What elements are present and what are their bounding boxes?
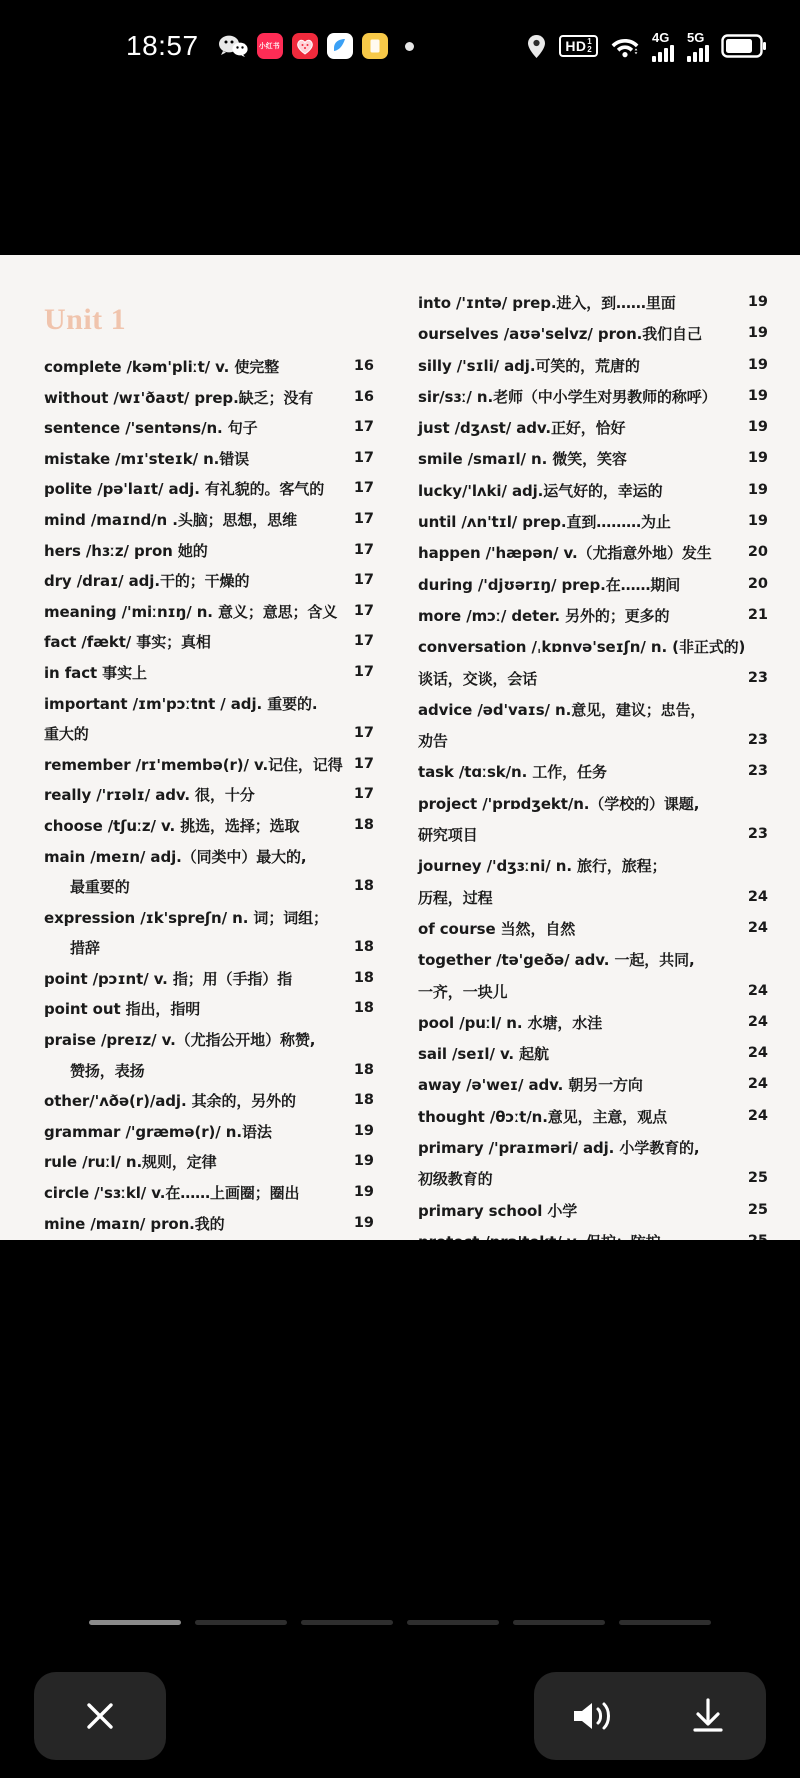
vocabulary-entry-page: 18 [353,969,374,986]
vocabulary-entry [418,1140,768,1171]
vocabulary-entry [418,358,768,389]
vocabulary-entry [418,858,768,889]
blue-app-icon [327,33,353,59]
vocabulary-entry-text: 措辞 [70,939,100,958]
vocabulary-entry-page: 23 [747,732,768,749]
vocabulary-entry-text: sir/sɜː/ n.老师（中小学生对男教师的称呼） [418,387,717,406]
vocabulary-entry [418,890,768,921]
vocabulary-entry [418,1015,768,1046]
vocabulary-entry [44,818,374,849]
vocabulary-entry [44,451,374,482]
vocabulary-entry-page: 19 [747,513,768,530]
vocabulary-entry [44,604,374,635]
vocabulary-entry-text: sail /seɪl/ v. 起航 [418,1045,549,1064]
vocabulary-entry-page: 17 [353,755,374,772]
hd-label: HD [565,38,587,54]
status-bar-left [126,30,414,62]
vocabulary-entry [44,512,374,543]
vocabulary-entry [418,295,768,326]
vocabulary-entry [418,639,768,670]
vocabulary-entry [44,1124,374,1155]
vocabulary-entry-page: 17 [353,663,374,680]
vocabulary-entry-text: circle /'sɜːkl/ v.在……上画圈；圈出 [44,1184,300,1203]
wechat-icon [218,33,248,59]
vocabulary-entry-page: 17 [353,480,374,497]
vocabulary-entry [44,971,374,1002]
vocabulary-entry-text: point out 指出，指明 [44,1000,201,1019]
status-bar [0,0,800,92]
vocabulary-entry [418,984,768,1015]
download-button[interactable] [650,1672,766,1760]
vocabulary-entry-text: 研究项目 [418,826,478,845]
vocabulary-entry-text: point /pɔɪnt/ v. 指；用（手指）指 [44,969,293,988]
download-icon [689,1696,727,1736]
vocabulary-entry [418,702,768,733]
vocabulary-entry-page: 24 [747,982,768,999]
hd-numerator: 1 [587,37,592,47]
vocabulary-entry-text: in fact 事实上 [44,663,147,682]
signal-4g-label: 4G [652,29,670,45]
vocabulary-entry-text: polite /pə'laɪt/ adj. 有礼貌的。客气的 [44,480,325,499]
page-indicator-dash[interactable] [301,1620,393,1625]
vocabulary-entry-page: 24 [747,919,768,936]
vocabulary-entry-page: 21 [747,606,768,623]
vocabulary-entry-page: 19 [747,481,768,498]
vocabulary-entry-text: conversation /ˌkɒnvə'seɪʃn/ n. (非正式的) [418,638,746,657]
vocabulary-entry-text: advice /əd'vaɪs/ n.意见，建议；忠告， [418,700,706,719]
vocabulary-entry [418,514,768,545]
vocabulary-entry-text: ourselves /aʊə'selvz/ pron.我们自己 [418,325,702,344]
vocabulary-entry [418,827,768,858]
vocabulary-entry-text: dry /draɪ/ adj.干的；干燥的 [44,572,250,591]
vocabulary-entry [418,1046,768,1077]
vocabulary-entry [418,796,768,827]
vocabulary-entry-page: 24 [747,1045,768,1062]
vocabulary-entry-page: 17 [353,786,374,803]
vocabulary-entry-page: 18 [353,1092,374,1109]
location-pin-icon [527,34,546,59]
vocabulary-entry-page: 17 [353,510,374,527]
vocabulary-entry-page: 19 [747,356,768,373]
vocabulary-entry-page: 19 [353,1184,374,1201]
vocabulary-entry [418,420,768,451]
status-bar-app-icons [218,33,388,59]
vocabulary-entry-text: during /'djʊərɪŋ/ prep.在……期间 [418,575,681,594]
page-indicator-dash[interactable] [89,1620,181,1625]
vocabulary-entry-page: 17 [353,633,374,650]
vocabulary-entry-page: 24 [747,1076,768,1093]
vocabulary-entry [418,389,768,420]
vocabulary-entry-text: choose /tʃuːz/ v. 挑选，选择；选取 [44,816,300,835]
vocabulary-entry-page: 18 [353,939,374,956]
vocabulary-entry-page: 16 [353,388,374,405]
vocabulary-entry-text: together /tə'geðə/ adv. 一起，共同, [418,951,695,970]
vocabulary-entry-text: into /'ɪntə/ prep.进入，到……里面 [418,294,676,312]
vocabulary-entry [44,1154,374,1185]
vocabulary-entry-page: 19 [353,1153,374,1170]
vocabulary-column-right [418,295,768,1328]
vocabulary-entry [418,1203,768,1234]
vocabulary-entry-page: 17 [353,449,374,466]
status-bar-right [527,31,766,62]
vocabulary-entry-text: main /meɪn/ adj.（同类中）最大的, [44,847,307,866]
vocabulary-entry-text: away /ə'weɪ/ adv. 朝另一方向 [418,1076,643,1095]
page-indicator-dash[interactable] [513,1620,605,1625]
vocabulary-entry [418,952,768,983]
vocabulary-entry-page: 24 [747,1107,768,1124]
vocabulary-entry [44,634,374,665]
vocabulary-entry-page: 19 [747,419,768,436]
vocabulary-entry-page: 20 [747,544,768,561]
vocabulary-entry-text: pool /puːl/ n. 水塘，水洼 [418,1013,603,1032]
vocabulary-entry-text: 谈话，交谈，会话 [418,669,538,688]
vocabulary-entry [44,787,374,818]
signal-5g-indicator [687,31,709,62]
vocabulary-entry [44,573,374,604]
status-bar-clock: 18:57 [126,30,199,61]
vocabulary-entry [44,1185,374,1216]
vocabulary-entry [418,733,768,764]
vocabulary-entry-page: 18 [353,1000,374,1017]
vocabulary-entry-page: 18 [353,878,374,895]
vocabulary-entry-text: 劝告 [418,732,448,751]
vocabulary-entry-page: 17 [353,541,374,558]
vocabulary-entry-text: thought /θɔːt/n.意见，主意，观点 [418,1107,667,1126]
vocabulary-entry-text: complete /kəm'pliːt/ v. 使完整 [44,358,280,376]
vocabulary-entry [44,543,374,574]
recording-dot-indicator [405,42,414,51]
vocabulary-entry-page: 24 [747,888,768,905]
vocabulary-entry-text: sentence /'sentəns/n. 句子 [44,419,258,438]
page-indicator-dash[interactable] [407,1620,499,1625]
battery-icon [722,34,766,58]
vocabulary-entry [418,1077,768,1108]
vocabulary-column-left [44,359,374,1338]
vocabulary-entry-text: 重大的 [44,725,89,744]
document-page-inner [0,255,800,1240]
vocabulary-entry [44,390,374,421]
speaker-volume-icon [570,1697,614,1735]
vocabulary-entry [44,1093,374,1124]
vocabulary-entry-text: journey /'dʒɜːni/ n. 旅行，旅程； [418,857,667,876]
vocabulary-entry [44,420,374,451]
vocabulary-entry [44,665,374,696]
vocabulary-entry-page: 23 [747,826,768,843]
hd-denominator: 2 [587,45,592,54]
bottom-controls [0,1672,800,1778]
vocabulary-entry [44,1063,374,1094]
vocabulary-entry-page: 17 [353,602,374,619]
vocabulary-entry-text: project /'prɒdʒekt/n.（学校的）课题, [418,794,700,813]
actions-group [534,1672,766,1760]
vocabulary-entry-page: 19 [747,450,768,467]
vocabulary-entry [44,481,374,512]
vocabulary-entry [418,577,768,608]
close-button[interactable] [34,1672,166,1760]
vocabulary-entry [44,1032,374,1063]
vocabulary-entry [44,696,374,727]
vocabulary-entry [44,940,374,971]
vocabulary-entry [418,451,768,482]
vocabulary-entry [418,764,768,795]
vocabulary-entry-text: other/'ʌðə(r)/adj. 其余的，另外的 [44,1092,296,1111]
vocabulary-entry [44,757,374,788]
vocabulary-entry-text: 最重要的 [70,878,130,897]
document-page[interactable] [0,255,800,1240]
vocabulary-entry [44,1001,374,1032]
vocabulary-entry-page: 25 [747,1170,768,1187]
vocabulary-entry-page: 25 [747,1201,768,1218]
vocabulary-entry [44,359,374,390]
vocabulary-entry-text: until /ʌn'tɪl/ prep.直到………为止 [418,513,671,532]
vocabulary-entry-page: 19 [353,1214,374,1231]
vocabulary-entry [418,1171,768,1202]
vocabulary-entry-text: 一齐，一块儿 [418,982,508,1001]
signal-4g-indicator [652,31,674,62]
vocabulary-entry-page: 19 [747,325,768,342]
vocabulary-entry-text: grammar /'græmə(r)/ n.语法 [44,1122,272,1141]
speaker-button[interactable] [534,1672,650,1760]
vocabulary-entry-text: lucky/'lʌki/ adj.运气好的，幸运的 [418,481,663,500]
vocabulary-entry-text: primary /'praɪməri/ adj. 小学教育的, [418,1139,700,1158]
vocabulary-entry [418,671,768,702]
vocabulary-entry-text: important /ɪm'pɔːtnt / adj. 重要的. [44,694,318,713]
vocabulary-entry-text: hers /hɜːz/ pron 她的 [44,541,208,560]
signal-4g-bars [652,45,674,62]
signal-5g-label: 5G [687,29,705,45]
vocabulary-entry-text: happen /'hæpən/ v.（尤指意外地）发生 [418,544,712,563]
vocabulary-entry-text: rule /ruːl/ n.规则，定律 [44,1153,217,1172]
vocabulary-entry-page: 23 [747,669,768,686]
wifi-icon [611,35,639,58]
vocabulary-entry-text: meaning /'miːnɪŋ/ n. 意义；意思；含义 [44,602,338,621]
signal-5g-bars [687,45,709,62]
vocabulary-entry-text: remember /rɪ'membə(r)/ v.记住，记得 [44,755,343,774]
vocabulary-entry-text: task /tɑːsk/n. 工作，任务 [418,763,607,782]
vocabulary-entry [418,545,768,576]
vocabulary-entry-page: 19 [747,294,768,310]
vocabulary-entry [418,483,768,514]
vocabulary-entry-page: 18 [353,1061,374,1078]
vocabulary-entry [44,910,374,941]
vocabulary-entry-text: of course 当然，自然 [418,919,576,938]
vocabulary-entry-page: 16 [353,358,374,374]
page-indicator-dash[interactable] [195,1620,287,1625]
close-icon [80,1696,120,1736]
vocabulary-entry-page: 19 [747,387,768,404]
vocabulary-entry-page: 18 [353,816,374,833]
vocabulary-entry-text: fact /fækt/ 事实；真相 [44,633,211,652]
vocabulary-entry-text: primary school 小学 [418,1201,578,1220]
xiaohongshu-label: 小红书 [259,41,280,50]
vocabulary-entry-page: 17 [353,419,374,436]
vocabulary-entry-page: 17 [353,572,374,589]
vocabulary-entry-page: 20 [747,575,768,592]
vocabulary-entry-text: mine /maɪn/ pron.我的 [44,1214,225,1233]
vocabulary-entry-text: without /wɪ'ðaʊt/ prep.缺乏；没有 [44,388,314,407]
vocabulary-entry [418,608,768,639]
vocabulary-entry-text: praise /preɪz/ v.（尤指公开地）称赞, [44,1031,316,1050]
vocabulary-entry [44,726,374,757]
vocabulary-entry-text: more /mɔː/ deter. 另外的；更多的 [418,606,670,625]
vocabulary-entry-page: 23 [747,763,768,780]
vocabulary-entry [418,326,768,357]
unit-title: Unit 1 [44,303,127,336]
vocabulary-entry-text: just /dʒʌst/ adv.正好，恰好 [418,419,626,438]
heart-app-icon [292,33,318,59]
vocabulary-entry-text: silly /'sɪli/ adj.可笑的，荒唐的 [418,356,640,375]
vocabulary-entry-text: really /'rɪəlɪ/ adv. 很，十分 [44,786,255,805]
vocabulary-entry-page: 24 [747,1013,768,1030]
vocabulary-entry-page: 17 [353,725,374,742]
page-indicator-dash[interactable] [619,1620,711,1625]
vocabulary-entry-text: expression /ɪk'spreʃn/ n. 词；词组； [44,908,328,927]
vocabulary-entry-text: mistake /mɪ'steɪk/ n.错误 [44,449,250,468]
vocabulary-entry [44,849,374,880]
vocabulary-entry [418,921,768,952]
vocabulary-entry-text: smile /smaɪl/ n. 微笑，笑容 [418,450,627,469]
yellow-book-icon [362,33,388,59]
vocabulary-entry-text: mind /maɪnd/n .头脑；思想，思维 [44,510,298,529]
vocabulary-entry-text: 初级教育的 [418,1170,493,1189]
xiaohongshu-icon [257,33,283,59]
vocabulary-entry [44,879,374,910]
vocabulary-entry-text: 历程，过程 [418,888,493,907]
vocabulary-entry [418,1109,768,1140]
hd-voice-icon [559,35,598,56]
vocabulary-entry-text: 赞扬，表扬 [70,1061,145,1080]
page-indicator[interactable] [0,1620,800,1625]
vocabulary-entry-page: 19 [353,1122,374,1139]
